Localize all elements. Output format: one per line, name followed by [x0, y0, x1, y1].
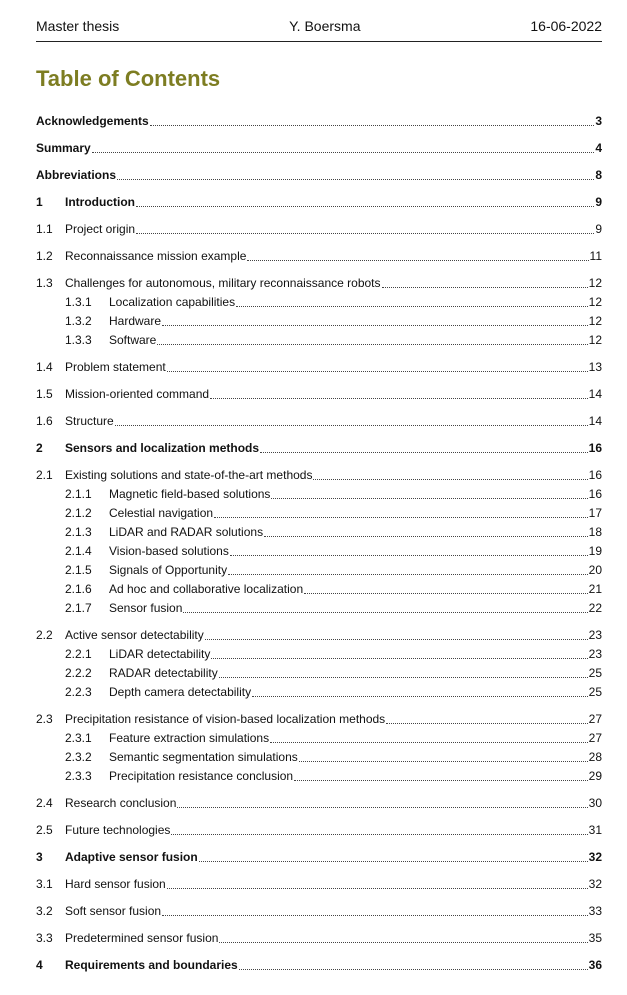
- toc-entry[interactable]: [36, 710, 602, 729]
- toc-entry-label: Signals of Opportunity: [109, 563, 228, 577]
- toc-entry-page-number: 23: [588, 628, 602, 642]
- toc-entry-page-number: 36: [588, 958, 602, 972]
- dot-leader: [162, 324, 588, 326]
- toc-entry-number: 1.3.1: [65, 295, 92, 309]
- toc-entry-number: 2.3: [36, 712, 53, 726]
- toc-entry-label: Research conclusion: [65, 796, 177, 810]
- dot-leader: [304, 592, 588, 594]
- toc-entry[interactable]: [36, 312, 602, 331]
- toc-entry-label: Adaptive sensor fusion: [65, 850, 198, 864]
- dot-leader: [157, 343, 587, 345]
- dot-leader: [219, 941, 587, 943]
- toc-entry-page-number: 12: [588, 276, 602, 290]
- toc-entry-page-number: 35: [588, 931, 602, 945]
- dot-leader: [136, 232, 594, 234]
- toc-entry-label: Project origin: [65, 222, 136, 236]
- toc-entry[interactable]: [36, 485, 602, 504]
- header-date: 16-06-2022: [530, 18, 602, 34]
- header-author: Y. Boersma: [289, 18, 361, 34]
- toc-entry-label: Soft sensor fusion: [65, 904, 162, 918]
- toc-entry[interactable]: [36, 112, 602, 131]
- toc-entry-label: Precipitation resistance conclusion: [109, 769, 294, 783]
- toc-entry[interactable]: [36, 821, 602, 840]
- toc-entry-label: RADAR detectability: [109, 666, 218, 680]
- dot-leader: [230, 554, 588, 556]
- toc-entry[interactable]: [36, 193, 602, 212]
- dot-leader: [171, 833, 587, 835]
- toc-entry[interactable]: [36, 599, 602, 618]
- toc-entry-number: 2.4: [36, 796, 53, 810]
- dot-leader: [271, 497, 587, 499]
- toc-entry-page-number: 17: [588, 506, 602, 520]
- dot-leader: [247, 259, 588, 261]
- toc-entry-number: 3: [36, 850, 43, 864]
- toc-entry-page-number: 12: [588, 333, 602, 347]
- toc-entry-number: 2.1.1: [65, 487, 92, 501]
- toc-entry-page-number: 9: [595, 222, 602, 236]
- toc-entry-label: Sensors and localization methods: [65, 441, 260, 455]
- toc-entry[interactable]: [36, 848, 602, 867]
- toc-entry[interactable]: [36, 875, 602, 894]
- dot-leader: [228, 573, 588, 575]
- toc-entry-number: 2.5: [36, 823, 53, 837]
- toc-entry-number: 1.3.2: [65, 314, 92, 328]
- toc-entry-number: 2.2.3: [65, 685, 92, 699]
- dot-leader: [199, 860, 588, 862]
- toc-entry-label: Localization capabilities: [109, 295, 236, 309]
- dot-leader: [210, 397, 588, 399]
- toc-entry-number: 1: [36, 195, 43, 209]
- toc-entry-number: 2.1.4: [65, 544, 92, 558]
- dot-leader: [211, 657, 587, 659]
- toc-entry[interactable]: [36, 929, 602, 948]
- toc-entry-number: 2.2.2: [65, 666, 92, 680]
- toc-entry[interactable]: [36, 767, 602, 786]
- dot-leader: [136, 205, 594, 207]
- toc-entry[interactable]: [36, 247, 602, 266]
- dot-leader: [219, 676, 588, 678]
- dot-leader: [260, 451, 588, 453]
- toc-entry[interactable]: [36, 274, 602, 293]
- toc-entry-page-number: 9: [595, 195, 602, 209]
- dot-leader: [183, 611, 587, 613]
- toc-entry-page-number: 27: [588, 731, 602, 745]
- toc-entry-page-number: 32: [588, 877, 602, 891]
- toc-entry-label: Software: [109, 333, 157, 347]
- toc-entry-label: Sensor fusion: [109, 601, 183, 615]
- toc-entry-label: Magnetic field-based solutions: [109, 487, 271, 501]
- toc-entry-label: Acknowledgements: [36, 114, 149, 128]
- dot-leader: [252, 695, 588, 697]
- toc-entry-number: 1.6: [36, 414, 53, 428]
- toc-entry-page-number: 21: [588, 582, 602, 596]
- toc-entry[interactable]: [36, 466, 602, 485]
- toc-entry-number: 2.1.2: [65, 506, 92, 520]
- dot-leader: [264, 535, 588, 537]
- toc-entry-label: LiDAR and RADAR solutions: [109, 525, 264, 539]
- dot-leader: [214, 516, 588, 518]
- toc-entry-number: 2.3.1: [65, 731, 92, 745]
- toc-entry-label: Hard sensor fusion: [65, 877, 166, 891]
- toc-entry-page-number: 30: [588, 796, 602, 810]
- toc-entry-label: Challenges for autonomous, military reconnaissance robots: [65, 276, 381, 290]
- dot-leader: [162, 914, 588, 916]
- toc-entry[interactable]: [36, 385, 602, 404]
- toc-entry-label: Future technologies: [65, 823, 171, 837]
- toc-entry-label: Vision-based solutions: [109, 544, 229, 558]
- dot-leader: [382, 286, 588, 288]
- toc-entry-number: 3.1: [36, 877, 53, 891]
- page-title: Table of Contents: [36, 66, 221, 91]
- toc-entry-label: Introduction: [65, 195, 135, 209]
- toc-entry-page-number: 25: [588, 666, 602, 680]
- toc-entry-page-number: 25: [588, 685, 602, 699]
- toc-entry-label: Depth camera detectability: [109, 685, 252, 699]
- toc-entry-number: 2.1.6: [65, 582, 92, 596]
- toc-entry[interactable]: [36, 956, 602, 975]
- toc-entry-page-number: 14: [588, 414, 602, 428]
- toc-entry[interactable]: [36, 220, 602, 239]
- toc-entry-label: Precipitation resistance of vision-based localization methods: [65, 712, 386, 726]
- toc-entry-label: Hardware: [109, 314, 162, 328]
- dot-leader: [236, 305, 588, 307]
- toc-entry-page-number: 8: [595, 168, 602, 182]
- dot-leader: [92, 151, 595, 153]
- dot-leader: [177, 806, 587, 808]
- toc-entry[interactable]: [36, 542, 602, 561]
- toc-entry[interactable]: [36, 358, 602, 377]
- toc-entry-number: 2.1.5: [65, 563, 92, 577]
- toc-entry[interactable]: [36, 412, 602, 431]
- header-document-type: Master thesis: [36, 18, 120, 34]
- dot-leader: [115, 424, 588, 426]
- toc-entry-number: 3.2: [36, 904, 53, 918]
- toc-entry-page-number: 27: [588, 712, 602, 726]
- toc-entry-label: Celestial navigation: [109, 506, 214, 520]
- toc-entry[interactable]: [36, 561, 602, 580]
- toc-entry[interactable]: [36, 293, 602, 312]
- toc-entry[interactable]: [36, 664, 602, 683]
- toc-entry[interactable]: [36, 523, 602, 542]
- toc-entry[interactable]: [36, 748, 602, 767]
- toc-entry-label: Summary: [36, 141, 91, 155]
- dot-leader: [167, 370, 588, 372]
- dot-leader: [117, 178, 594, 180]
- toc-entry-page-number: 14: [588, 387, 602, 401]
- toc-entry-number: 1.3: [36, 276, 53, 290]
- toc-entry[interactable]: [36, 580, 602, 599]
- toc-entry-page-number: 33: [588, 904, 602, 918]
- toc-entry-label: Abbreviations: [36, 168, 117, 182]
- toc-entry-page-number: 11: [589, 249, 602, 263]
- toc-entry-number: 1.4: [36, 360, 53, 374]
- toc-entry-number: 2: [36, 441, 43, 455]
- dot-leader: [167, 887, 588, 889]
- toc-entry-number: 2.2: [36, 628, 53, 642]
- dot-leader: [299, 760, 588, 762]
- toc-entry[interactable]: [36, 166, 602, 185]
- toc-entry-number: 1.5: [36, 387, 53, 401]
- toc-entry-page-number: 28: [588, 750, 602, 764]
- toc-entry-page-number: 16: [588, 441, 602, 455]
- toc-entry-label: Predetermined sensor fusion: [65, 931, 219, 945]
- toc-entry-label: Requirements and boundaries: [65, 958, 238, 972]
- toc-entry-label: Reconnaissance mission example: [65, 249, 247, 263]
- toc-entry[interactable]: [36, 626, 602, 645]
- toc-entry-page-number: 23: [588, 647, 602, 661]
- toc-entry-number: 2.1: [36, 468, 53, 482]
- toc-entry-number: 2.1.7: [65, 601, 92, 615]
- toc-entry-page-number: 13: [588, 360, 602, 374]
- toc-entry[interactable]: [36, 645, 602, 664]
- toc-entry-page-number: 16: [588, 468, 602, 482]
- dot-leader: [270, 741, 588, 743]
- toc-entry-label: Existing solutions and state-of-the-art methods: [65, 468, 313, 482]
- toc-entry-page-number: 12: [588, 314, 602, 328]
- toc-entry[interactable]: [36, 331, 602, 350]
- dot-leader: [239, 968, 588, 970]
- toc-entry-page-number: 18: [588, 525, 602, 539]
- dot-leader: [205, 638, 588, 640]
- toc-entry[interactable]: [36, 902, 602, 921]
- toc-entry-page-number: 4: [595, 141, 602, 155]
- toc-entry[interactable]: [36, 729, 602, 748]
- toc-entry-label: Active sensor detectability: [65, 628, 204, 642]
- page-header: [36, 18, 602, 42]
- toc-entry-page-number: 20: [588, 563, 602, 577]
- toc-entry[interactable]: [36, 794, 602, 813]
- toc-entry-page-number: 12: [588, 295, 602, 309]
- toc-entry-page-number: 29: [588, 769, 602, 783]
- toc-entry-page-number: 3: [595, 114, 602, 128]
- toc-entry-number: 1.3.3: [65, 333, 92, 347]
- toc-entry-label: LiDAR detectability: [109, 647, 211, 661]
- toc-entry-number: 2.3.3: [65, 769, 92, 783]
- toc-entry-page-number: 19: [588, 544, 602, 558]
- toc-entry[interactable]: [36, 504, 602, 523]
- toc-entry[interactable]: [36, 439, 602, 458]
- table-of-contents: [36, 104, 602, 975]
- toc-entry-label: Structure: [65, 414, 114, 428]
- toc-entry-number: 3.3: [36, 931, 53, 945]
- toc-entry-number: 1.1: [36, 222, 53, 236]
- toc-entry-page-number: 16: [588, 487, 602, 501]
- toc-entry[interactable]: [36, 139, 602, 158]
- toc-entry-label: Mission-oriented command: [65, 387, 210, 401]
- dot-leader: [386, 722, 587, 724]
- toc-entry-number: 4: [36, 958, 43, 972]
- toc-entry-label: Ad hoc and collaborative localization: [109, 582, 304, 596]
- dot-leader: [150, 124, 595, 126]
- toc-entry-label: Semantic segmentation simulations: [109, 750, 298, 764]
- toc-entry-page-number: 31: [588, 823, 602, 837]
- toc-entry-page-number: 32: [588, 850, 602, 864]
- toc-entry-label: Problem statement: [65, 360, 166, 374]
- toc-entry-label: Feature extraction simulations: [109, 731, 270, 745]
- toc-entry-number: 2.1.3: [65, 525, 92, 539]
- toc-entry-number: 1.2: [36, 249, 53, 263]
- dot-leader: [294, 779, 588, 781]
- toc-entry[interactable]: [36, 683, 602, 702]
- dot-leader: [313, 478, 587, 480]
- toc-entry-number: 2.2.1: [65, 647, 92, 661]
- toc-entry-page-number: 22: [588, 601, 602, 615]
- toc-entry-number: 2.3.2: [65, 750, 92, 764]
